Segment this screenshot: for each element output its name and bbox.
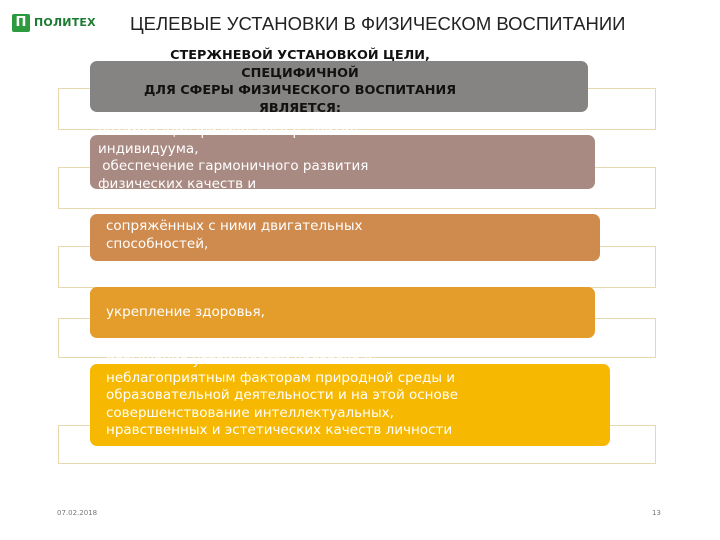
slide-title: ЦЕЛЕВЫЕ УСТАНОВКИ В ФИЗИЧЕСКОМ ВОСПИТАНИИ xyxy=(130,13,626,34)
heading-line: ЯВЛЯЕТСЯ: xyxy=(259,100,341,116)
block-text xyxy=(106,218,362,253)
block-text xyxy=(106,304,265,322)
block-line: образовательной деятельности и на этой основе xyxy=(106,387,459,404)
block-text xyxy=(98,123,368,193)
block-line: обеспечение гармоничного развития xyxy=(98,158,369,175)
block-line: нравственных и эстетических качеств личности xyxy=(106,422,453,439)
block-line: индивидуума, xyxy=(98,140,199,157)
block-line: укрепление здоровья, xyxy=(106,304,265,320)
page-number: 13 xyxy=(652,509,661,517)
goal-block-resilience xyxy=(90,352,610,446)
goal-block-motor-abilities xyxy=(90,214,600,261)
logo-mark-icon: П xyxy=(12,14,30,32)
politech-logo xyxy=(12,14,104,34)
block-line: неблагоприятным факторам природной среды и xyxy=(106,369,456,386)
block-line: сопряжённых с ними двигательных xyxy=(106,218,363,234)
block-line: совершенствование интеллектуальных, xyxy=(106,404,394,421)
goal-block-health xyxy=(90,287,595,338)
block-line: оптимизация физического развития xyxy=(98,123,359,139)
block-text xyxy=(106,352,458,440)
goal-block-physical-development xyxy=(90,123,595,192)
footer-date: 07.02.2018 xyxy=(57,509,98,517)
heading-text xyxy=(100,47,500,117)
heading-line: СПЕЦИФИЧНОЙ xyxy=(241,65,359,81)
heading-line: ДЛЯ СФЕРЫ ФИЗИЧЕСКОГО ВОСПИТАНИЯ xyxy=(143,83,457,99)
block-line: повышение устойчивости человека к xyxy=(106,352,373,368)
block-line: физических качеств и xyxy=(98,175,257,192)
heading-line: СТЕРЖНЕВОЙ УСТАНОВКОЙ ЦЕЛИ, xyxy=(170,48,430,63)
block-line: способностей, xyxy=(106,235,209,252)
logo-text: ПОЛИТЕХ xyxy=(34,16,96,29)
